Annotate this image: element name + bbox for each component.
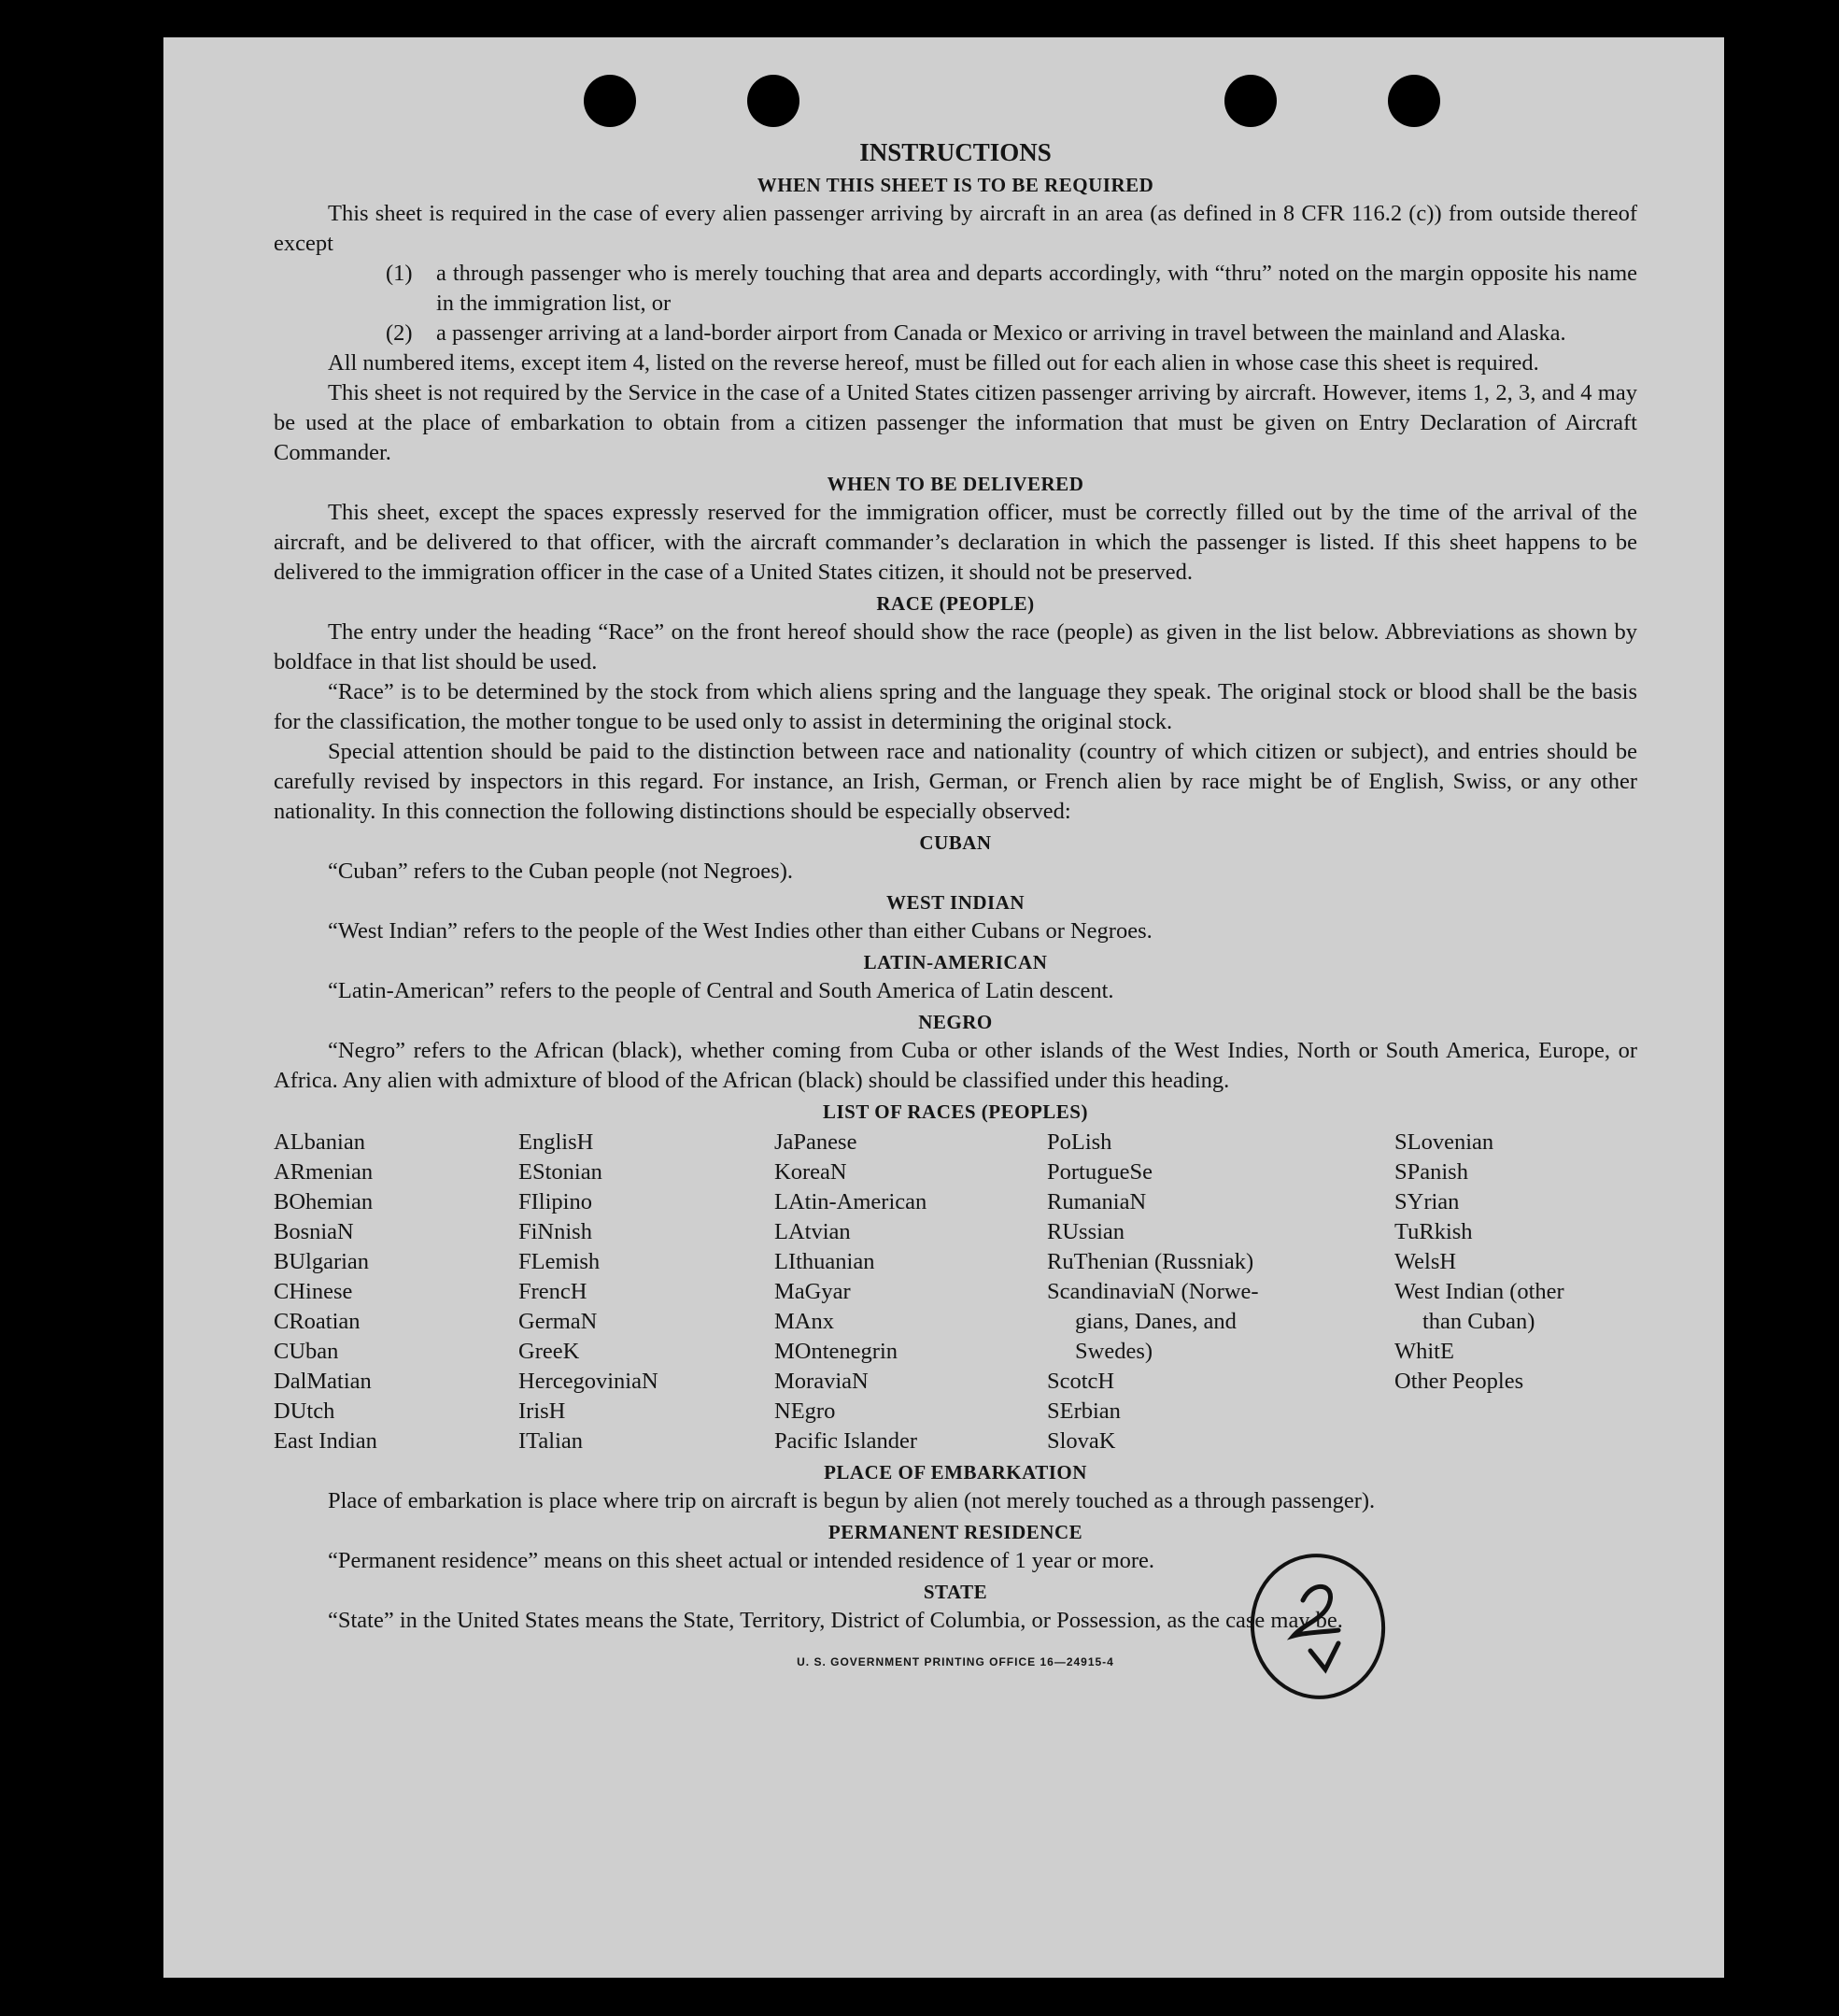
race-entry: RUssian [1047, 1219, 1125, 1244]
paragraph: “Race” is to be determined by the stock from which aliens spring and the language they speak. The original stock or blood shall be the basis for the classification, the mother tongue to be used only to assist in determining the original stock. [274, 679, 1637, 734]
race-entry: SYrian [1394, 1189, 1460, 1214]
race-entry: PortugueSe [1047, 1159, 1153, 1185]
heading-required: WHEN THIS SHEET IS TO BE REQUIRED [757, 174, 1154, 196]
race-entry: LAtvian [774, 1219, 851, 1244]
race-entry: gians, Danes, and [1075, 1309, 1237, 1334]
paragraph: This sheet, except the spaces expressly reserved for the immigration officer, must be correctly filled out by the time of the arrival of the aircraft, and be delivered to that officer, with the aircraft commander’s declaration in which the passenger is listed. If this sheet happens to be delivered to the immigration officer in the case of a United States citizen, it should not be preserved. [274, 500, 1637, 585]
item-text: a passenger arriving at a land-border airport from Canada or Mexico or arriving in travel between the mainland and Alaska. [436, 320, 1566, 346]
heading-latin-american: LATIN-AMERICAN [863, 951, 1048, 973]
race-entry: BOhemian [274, 1189, 374, 1214]
paragraph: “State” in the United States means the State, Territory, District of Columbia, or Possession, as the case may be. [328, 1608, 1343, 1633]
printer-imprint: U. S. GOVERNMENT PRINTING OFFICE 16—24915-4 [797, 1655, 1114, 1668]
heading-delivered: WHEN TO BE DELIVERED [827, 473, 1084, 495]
race-entry: FiNnish [518, 1219, 592, 1244]
paragraph: “Latin-American” refers to the people of Central and South America of Latin descent. [328, 978, 1114, 1003]
race-entry: SLovenian [1394, 1129, 1494, 1155]
race-entry: SlovaK [1047, 1428, 1116, 1454]
race-entry: than Cuban) [1422, 1309, 1535, 1334]
race-entry: LIthuanian [774, 1249, 875, 1274]
instructions-content [274, 135, 1637, 1677]
heading-negro: NEGRO [918, 1011, 993, 1033]
heading-west-indian: WEST INDIAN [885, 891, 1026, 914]
race-entry: HercegoviniaN [518, 1369, 658, 1394]
paragraph: “Permanent residence” means on this sheet actual or intended residence of 1 year or more. [328, 1548, 1155, 1573]
races-column [774, 1128, 1047, 1456]
races-column [1394, 1128, 1637, 1456]
punch-hole [584, 75, 636, 127]
punch-hole [1388, 75, 1440, 127]
race-entry: Swedes) [1075, 1339, 1153, 1364]
heading-race: RACE (PEOPLE) [876, 592, 1035, 615]
race-entry: IrisH [518, 1398, 566, 1424]
paragraph: “Negro” refers to the African (black), whether coming from Cuba or other islands of the West Indies, North or South America, Europe, or Africa. Any alien with admixture of blood of the African (black) should be classified under this heading. [274, 1038, 1637, 1093]
race-entry: CRoatian [274, 1309, 361, 1334]
race-entry: MOntenegrin [774, 1339, 898, 1364]
race-entry: FLemish [518, 1249, 601, 1274]
race-entry: MaGyar [774, 1279, 851, 1304]
race-entry: TuRkish [1394, 1219, 1473, 1244]
heading-list-of-races: LIST OF RACES (PEOPLES) [823, 1100, 1088, 1123]
race-entry: DalMatian [274, 1369, 372, 1394]
race-entry: NEgro [774, 1398, 836, 1424]
punch-hole [747, 75, 799, 127]
race-entry: ScandinaviaN (Norwe- [1047, 1279, 1259, 1304]
race-entry: EStonian [518, 1159, 602, 1185]
handwritten-circled-mark [1245, 1546, 1393, 1703]
race-entry: MAnx [774, 1309, 834, 1334]
list-item [274, 319, 1637, 348]
race-entry: DUtch [274, 1398, 335, 1424]
race-entry: GermaN [518, 1309, 598, 1334]
race-entry: ScotcH [1047, 1369, 1115, 1394]
paragraph: The entry under the heading “Race” on the front hereof should show the race (people) as given in the list below. Abbreviations as shown by boldface in that list should be used. [274, 619, 1637, 674]
page-title: INSTRUCTIONS [859, 138, 1052, 166]
race-entry: PoLish [1047, 1129, 1112, 1155]
race-entry: BUlgarian [274, 1249, 370, 1274]
paragraph: This sheet is not required by the Service in the case of a United States citizen passenger arriving by aircraft. However, items 1, 2, 3, and 4 may be used at the place of embarkation to obtain from a citizen passenger the information that must be given on Entry Declaration of Aircraft Commander. [274, 380, 1637, 465]
race-entry: SPanish [1394, 1159, 1468, 1185]
item-number: (2) [386, 320, 413, 346]
heading-state: STATE [923, 1581, 988, 1603]
race-entry: Pacific Islander [774, 1428, 918, 1454]
race-entry: EnglisH [518, 1129, 594, 1155]
item-number: (1) [386, 261, 413, 286]
race-entry: LAtin-American [774, 1189, 927, 1214]
races-list [274, 1128, 1637, 1456]
list-item [274, 259, 1637, 319]
paragraph: Place of embarkation is place where trip on aircraft is begun by alien (not merely touched as a through passenger). [328, 1488, 1376, 1513]
race-entry: RumaniaN [1047, 1189, 1147, 1214]
punch-hole [1224, 75, 1277, 127]
heading-cuban: CUBAN [919, 831, 992, 854]
race-entry: CHinese [274, 1279, 353, 1304]
heading-permanent-residence: PERMANENT RESIDENCE [828, 1521, 1083, 1543]
paragraph: “West Indian” refers to the people of the West Indies other than either Cubans or Negroes. [328, 918, 1153, 944]
races-column [274, 1128, 518, 1456]
heading-embarkation: PLACE OF EMBARKATION [824, 1461, 1087, 1484]
race-entry: ALbanian [274, 1129, 365, 1155]
paragraph: Special attention should be paid to the distinction between race and nationality (country of which citizen or subject), and entries should be carefully revised by inspectors in this regard. For instance, an Irish, German, or French alien by race might be of English, Swiss, or any other nationality. In this connection the following distinctions should be especially observed: [274, 739, 1637, 824]
race-entry: ARmenian [274, 1159, 374, 1185]
race-entry: Other Peoples [1394, 1369, 1524, 1394]
race-entry: West Indian (other [1394, 1279, 1564, 1304]
race-entry: RuThenian (Russniak) [1047, 1249, 1254, 1274]
document-sheet [163, 37, 1724, 1978]
race-entry: MoraviaN [774, 1369, 869, 1394]
race-entry: FIlipino [518, 1189, 592, 1214]
races-column [518, 1128, 774, 1456]
race-entry: GreeK [518, 1339, 580, 1364]
race-entry: CUban [274, 1339, 339, 1364]
races-column [1047, 1128, 1394, 1456]
race-entry: East Indian [274, 1428, 377, 1454]
race-entry: KoreaN [774, 1159, 847, 1185]
race-entry: ITalian [518, 1428, 584, 1454]
race-entry: WelsH [1394, 1249, 1457, 1274]
race-entry: SErbian [1047, 1398, 1121, 1424]
race-entry: BosniaN [274, 1219, 354, 1244]
paragraph: All numbered items, except item 4, listed on the reverse hereof, must be filled out for each alien in whose case this sheet is required. [328, 350, 1539, 376]
paragraph: This sheet is required in the case of every alien passenger arriving by aircraft in an area (as defined in 8 CFR 116.2 (c)) from outside thereof except [274, 201, 1637, 256]
paragraph: “Cuban” refers to the Cuban people (not Negroes). [328, 859, 793, 884]
race-entry: WhitE [1394, 1339, 1454, 1364]
item-text: a through passenger who is merely touching that area and departs accordingly, with “thru” noted on the margin opposite his name in the immigration list, or [436, 261, 1637, 316]
race-entry: JaPanese [774, 1129, 857, 1155]
race-entry: FrencH [518, 1279, 587, 1304]
